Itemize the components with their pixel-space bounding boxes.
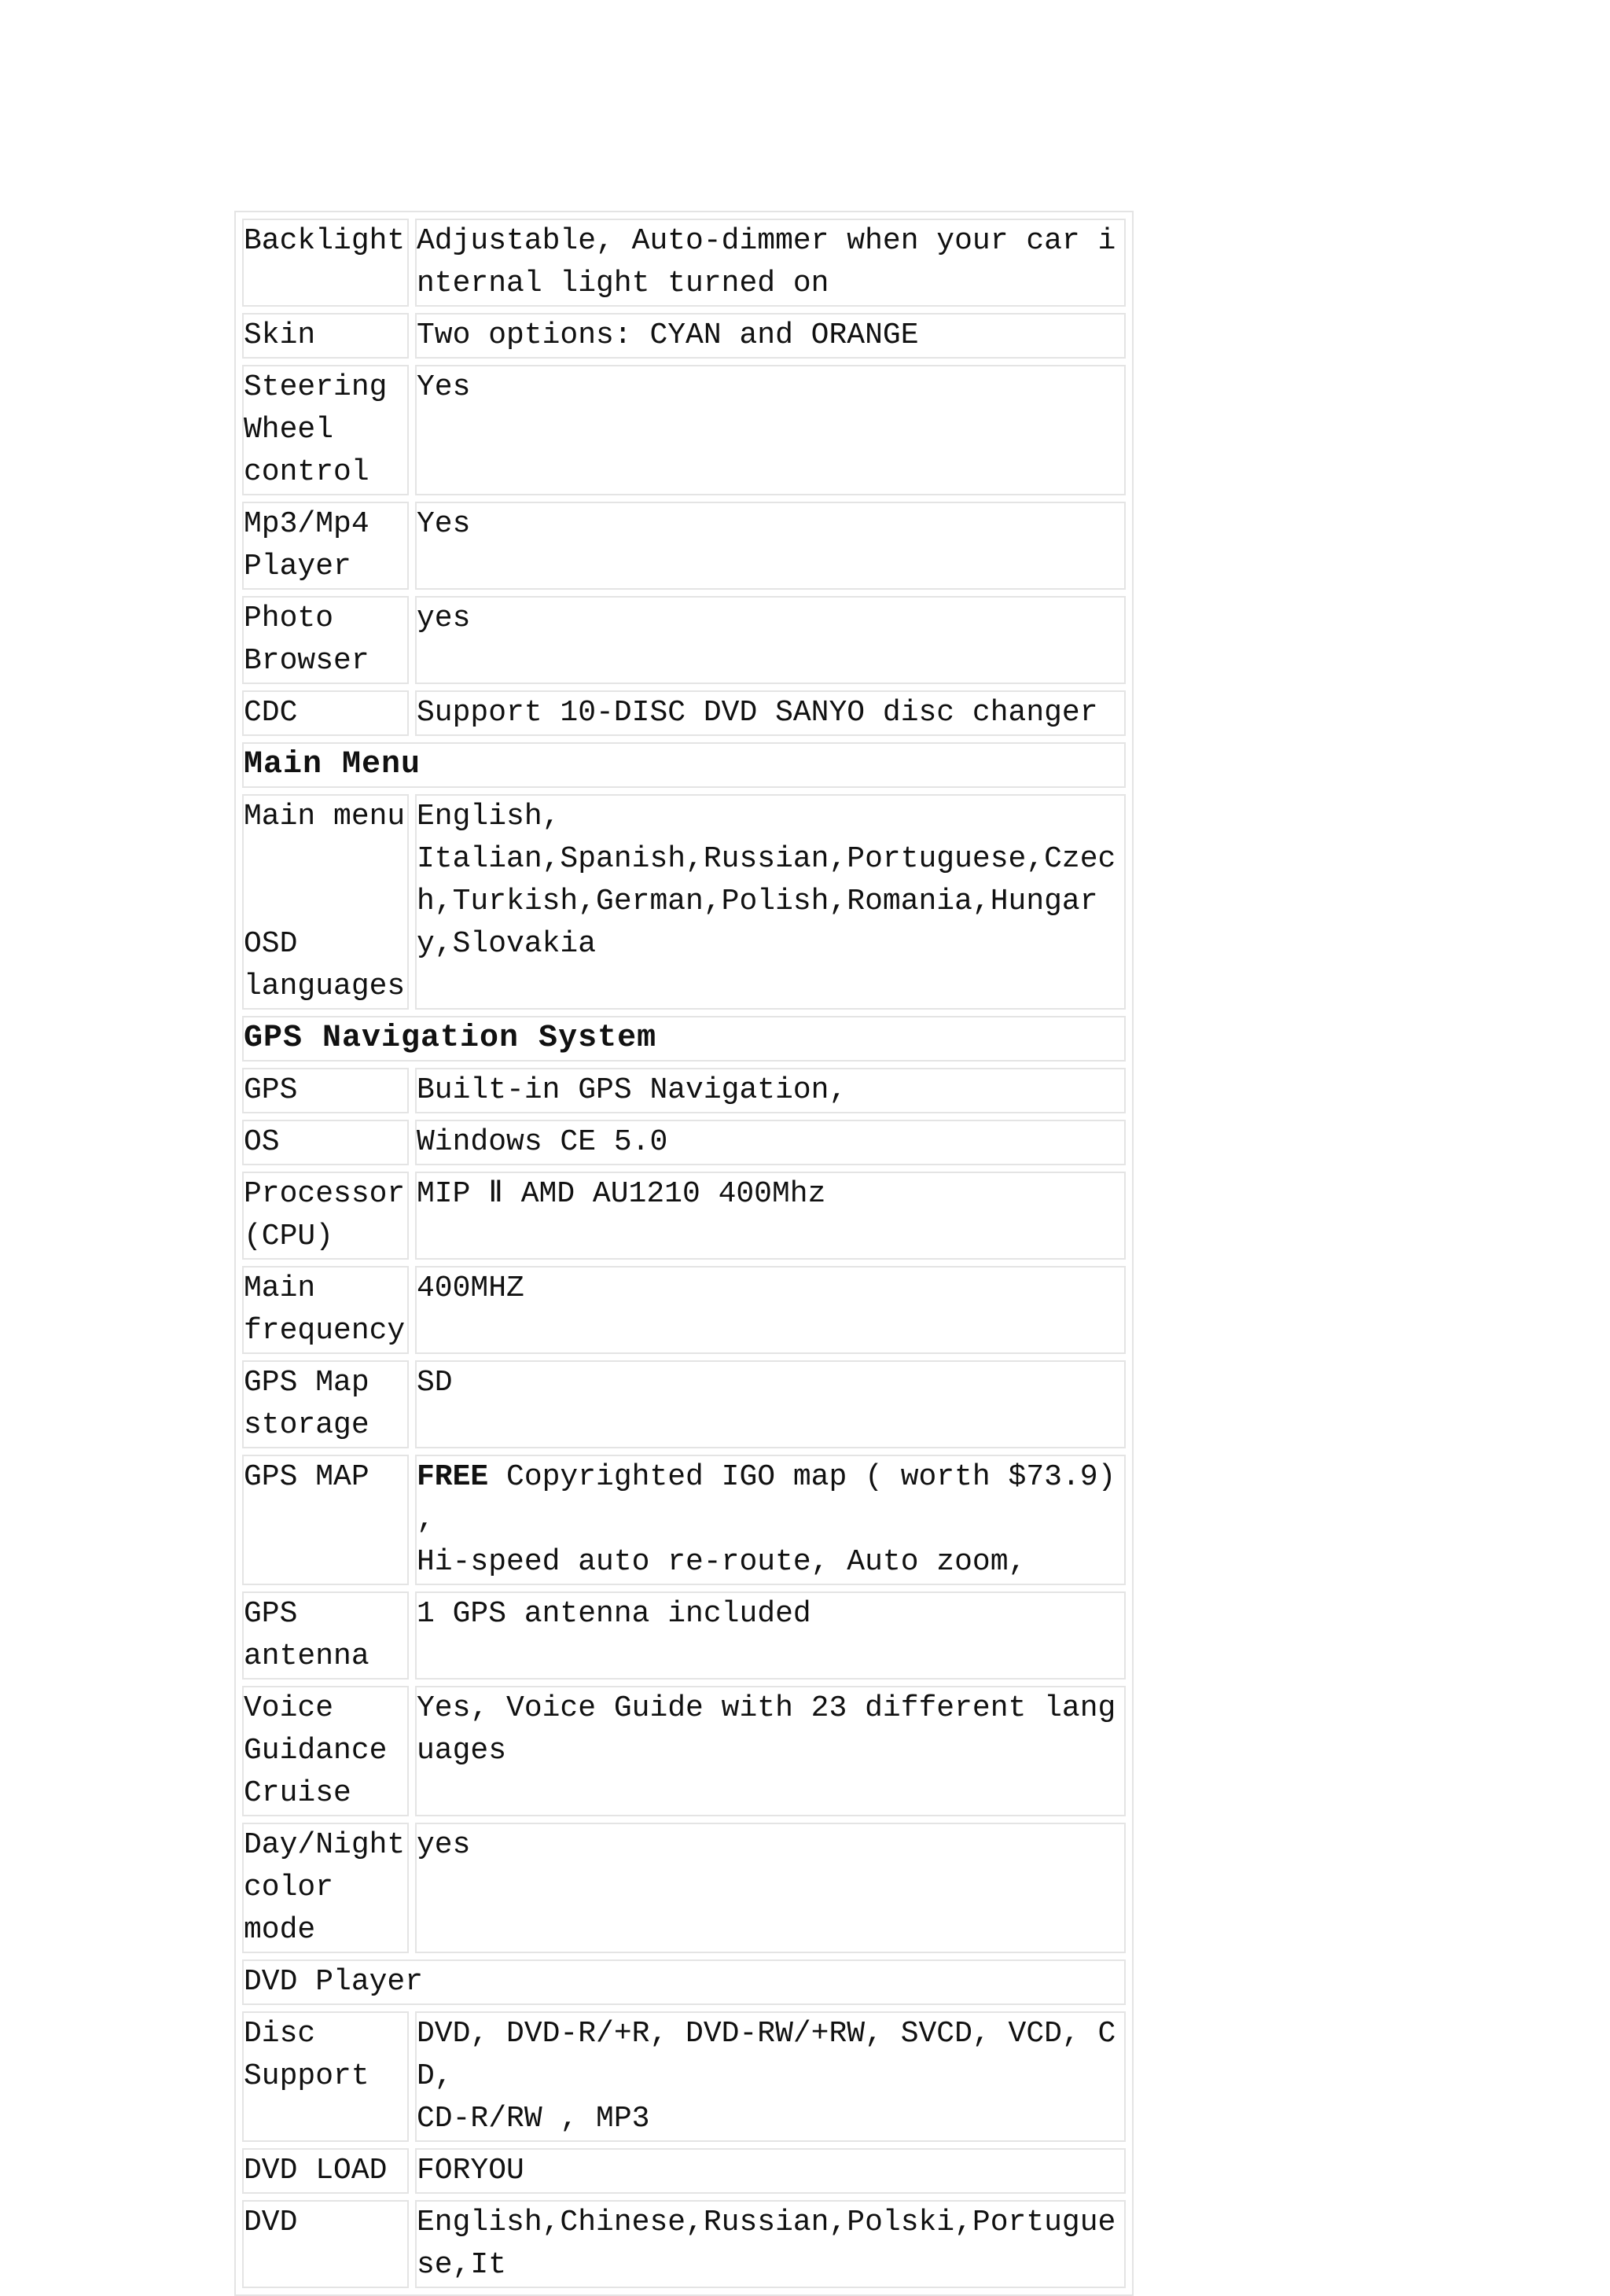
section-heading-dvd-player: DVD Player [242, 1959, 1126, 2005]
row-label: Main frequency [242, 1266, 409, 1354]
row-label: OS [242, 1120, 409, 1165]
table-row [242, 1686, 1126, 1816]
table-row [242, 690, 1126, 736]
row-label: GPS [242, 1068, 409, 1113]
row-value: DVD, DVD-R/+R, DVD-RW/+RW, SVCD, VCD, CD, CD-R/RW , MP3 [415, 2011, 1126, 2142]
table-row [242, 1120, 1126, 1165]
section-row [242, 1016, 1126, 1062]
row-label: DVD [242, 2200, 409, 2288]
table-row [242, 1068, 1126, 1113]
free-label: FREE [417, 1460, 489, 1494]
row-label: GPS Map storage [242, 1360, 409, 1448]
spec-table [234, 211, 1134, 2296]
row-value: SD [415, 1360, 1126, 1448]
row-value: MIP Ⅱ AMD AU1210 400Mhz [415, 1172, 1126, 1260]
row-label: Backlight [242, 219, 409, 307]
table-row [242, 794, 1126, 1010]
row-label: Processor(CPU) [242, 1172, 409, 1260]
table-row [242, 596, 1126, 684]
table-row [242, 1266, 1126, 1354]
row-value: Windows CE 5.0 [415, 1120, 1126, 1165]
section-heading-gps-navigation: GPS Navigation System [242, 1016, 1126, 1062]
row-value: 1 GPS antenna included [415, 1591, 1126, 1680]
row-label: Skin [242, 313, 409, 359]
table-row [242, 365, 1126, 495]
table-row [242, 219, 1126, 307]
table-row [242, 313, 1126, 359]
table-row [242, 1823, 1126, 1953]
row-value: yes [415, 1823, 1126, 1953]
row-value: yes [415, 596, 1126, 684]
section-row [242, 742, 1126, 788]
section-row [242, 1959, 1126, 2005]
row-value: Yes [415, 365, 1126, 495]
table-row [242, 2200, 1126, 2288]
row-value: Built-in GPS Navigation, [415, 1068, 1126, 1113]
table-row [242, 502, 1126, 590]
row-value: 400MHZ [415, 1266, 1126, 1354]
row-value: English,Chinese,Russian,Polski,Portuguese,It [415, 2200, 1126, 2288]
row-label: Mp3/Mp4 Player [242, 502, 409, 590]
table-row [242, 1591, 1126, 1680]
table-row [242, 2011, 1126, 2142]
row-value: Support 10-DISC DVD SANYO disc changer [415, 690, 1126, 736]
row-value: English, Italian,Spanish,Russian,Portuguese,Czech,Turkish,German,Polish,Romania,Hungary,Slovakia [415, 794, 1126, 1010]
row-value: Yes [415, 502, 1126, 590]
row-label: Photo Browser [242, 596, 409, 684]
table-row [242, 2148, 1126, 2194]
section-heading-main-menu: Main Menu [242, 742, 1126, 788]
row-label: Day/Night color mode [242, 1823, 409, 1953]
row-label: Disc Support [242, 2011, 409, 2142]
row-value: FORYOU [415, 2148, 1126, 2194]
table-row [242, 1455, 1126, 1585]
table-row [242, 1172, 1126, 1260]
row-label: DVD LOAD [242, 2148, 409, 2194]
row-label: CDC [242, 690, 409, 736]
row-value [415, 1455, 1126, 1585]
row-label: Steering Wheel control [242, 365, 409, 495]
row-value: Yes, Voice Guide with 23 different languages [415, 1686, 1126, 1816]
row-label: Voice Guidance Cruise [242, 1686, 409, 1816]
row-label: Main menu OSD languages [242, 794, 409, 1010]
row-value: Adjustable, Auto-dimmer when your car internal light turned on [415, 219, 1126, 307]
table-row [242, 1360, 1126, 1448]
row-value-text: Copyrighted IGO map ( worth $73.9) , Hi-speed auto re-route, Auto zoom, [417, 1460, 1116, 1579]
row-label: GPS antenna [242, 1591, 409, 1680]
row-label: GPS MAP [242, 1455, 409, 1585]
row-value: Two options: CYAN and ORANGE [415, 313, 1126, 359]
